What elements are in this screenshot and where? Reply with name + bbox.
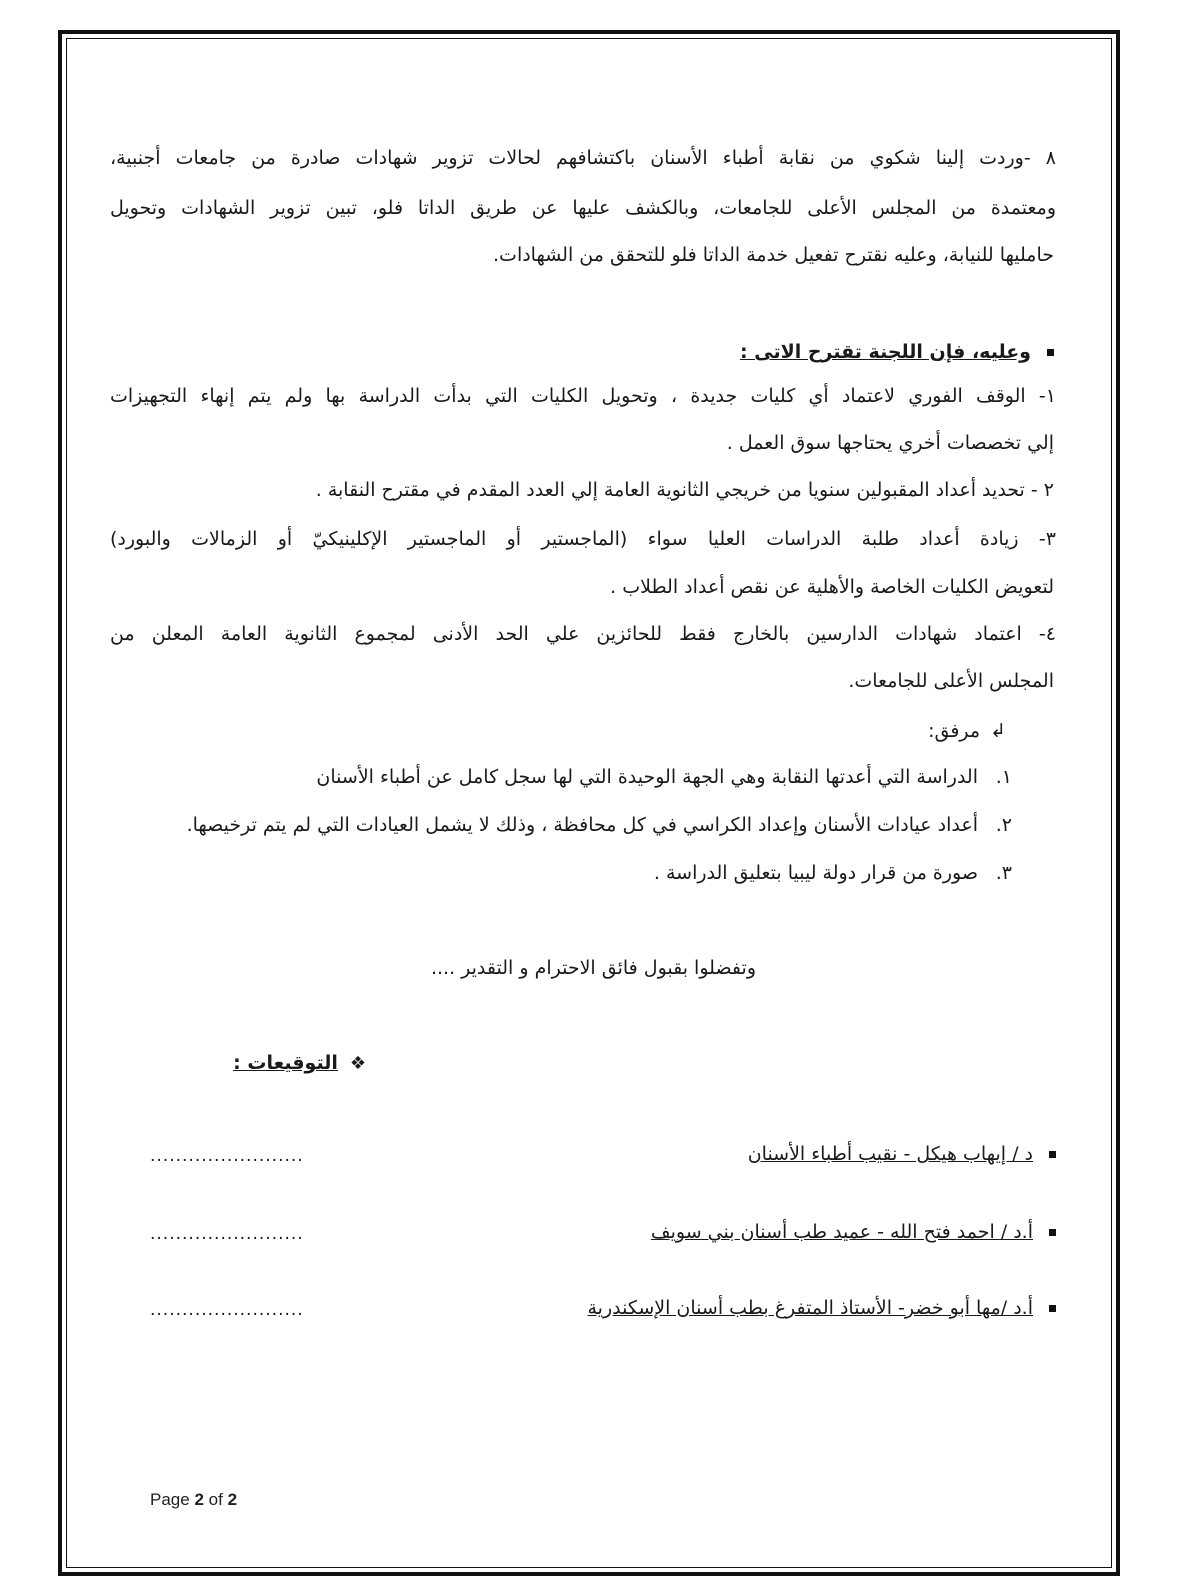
signature-line: ........................ (150, 1300, 304, 1320)
attachment-text: الدراسة التي أعدتها النقابة وهي الجهة الوحيدة التي لها سجل كامل عن أطباء الأسنان (316, 766, 978, 788)
signature-row (110, 1216, 1056, 1250)
committee-heading (740, 337, 1054, 367)
attachment-number: ٢. (995, 814, 1012, 836)
attachment-text: صورة من قرار دولة ليبيا بتعليق الدراسة . (653, 862, 978, 884)
committee-heading-text: وعليه، فإن اللجنة تقترح الاتى : (740, 341, 1031, 363)
signature-line: ........................ (150, 1224, 304, 1244)
document-body (110, 0, 1056, 1588)
proposal-3-line-1: ٣- زيادة أعداد طلبة الدراسات العليا سواء (الماجستير أو الماجستير الإكلينيكيّ أو الزمالات والبورد) (110, 528, 1056, 550)
attachments-label-text: مرفق: (928, 720, 981, 742)
proposal-4-line-1: ٤- اعتماد شهادات الدارسين بالخارج فقط للحائزين علي الحد الأدنى لمجموع الثانوية العامة المعلن من (110, 623, 1056, 645)
signatory-name-text: د / إيهاب هيكل - نقيب أطباء الأسنان (747, 1143, 1033, 1165)
signatory-name-text: أ.د / احمد فتح الله - عميد طب أسنان بني سويف (650, 1221, 1033, 1243)
proposal-4-line-2: المجلس الأعلى للجامعات. (848, 670, 1054, 692)
attachment-item (187, 810, 1012, 840)
signatures-heading-text: التوقيعات : (233, 1052, 338, 1074)
signatory-name (588, 1292, 1057, 1324)
signatory-name (748, 1138, 1056, 1170)
page-number (150, 1490, 237, 1510)
paragraph-8-line-1: ٨ -وردت إلينا شكوي من نقابة أطباء الأسنان باكتشافهم لحالات تزوير شهادات صادرة من جامعات أجنبية، (110, 147, 1056, 169)
closing-text: وتفضلوا بقبول فائق الاحترام و التقدير .... (430, 957, 756, 979)
of-word: of (208, 1490, 223, 1509)
signatory-name-text: أ.د /مها أبو خضر- الأستاذ المتفرغ بطب أسنان الإسكندرية (587, 1297, 1033, 1319)
attachment-item (316, 762, 1012, 792)
attachment-item (654, 858, 1012, 888)
signature-line: ........................ (150, 1146, 304, 1166)
attachment-number: ١. (995, 766, 1012, 788)
signatures-heading (233, 1048, 366, 1079)
proposal-2: ٢ - تحديد أعداد المقبولين سنويا من خريجي الثانوية العامة إلي العدد المقدم في مقترح النقابة . (315, 479, 1054, 501)
signature-row (110, 1138, 1056, 1172)
signatory-name (651, 1216, 1056, 1248)
attachment-number: ٣. (995, 862, 1012, 884)
attachment-text: أعداد عيادات الأسنان وإعداد الكراسي في كل محافظة ، وذلك لا يشمل العيادات التي لم يتم ترخيصها. (186, 814, 978, 836)
current-page: 2 (194, 1490, 204, 1509)
square-bullet-icon (1049, 1305, 1056, 1312)
proposal-3-line-2: لتعويض الكليات الخاصة والأهلية عن نقص أعداد الطلاب . (610, 576, 1054, 598)
square-bullet-icon (1049, 1229, 1056, 1236)
proposal-1-line-1: ١- الوقف الفوري لاعتماد أي كليات جديدة ، وتحويل الكليات التي بدأت الدراسة بها ولم يتم إنهاء التجهيزات (110, 385, 1056, 407)
attachments-label (928, 716, 1006, 746)
four-diamond-icon: ❖ (349, 1053, 366, 1074)
paragraph-8-line-2: ومعتمدة من المجلس الأعلى للجامعات، وبالكشف عليها عن طريق الداتا فلو، تبين تزوير الشهادات وتحويل (110, 197, 1056, 219)
square-bullet-icon (1049, 1151, 1056, 1158)
total-pages: 2 (227, 1490, 238, 1509)
return-arrow-icon: ↲ (990, 720, 1006, 742)
paragraph-8-line-3: حامليها للنيابة، وعليه نقترح تفعيل خدمة الداتا فلو للتحقق من الشهادات. (493, 244, 1054, 266)
page-word: Page (150, 1490, 190, 1509)
signature-row (110, 1292, 1056, 1326)
proposal-1-line-2: إلي تخصصات أخري يحتاجها سوق العمل . (726, 432, 1054, 454)
square-bullet-icon (1047, 349, 1054, 356)
